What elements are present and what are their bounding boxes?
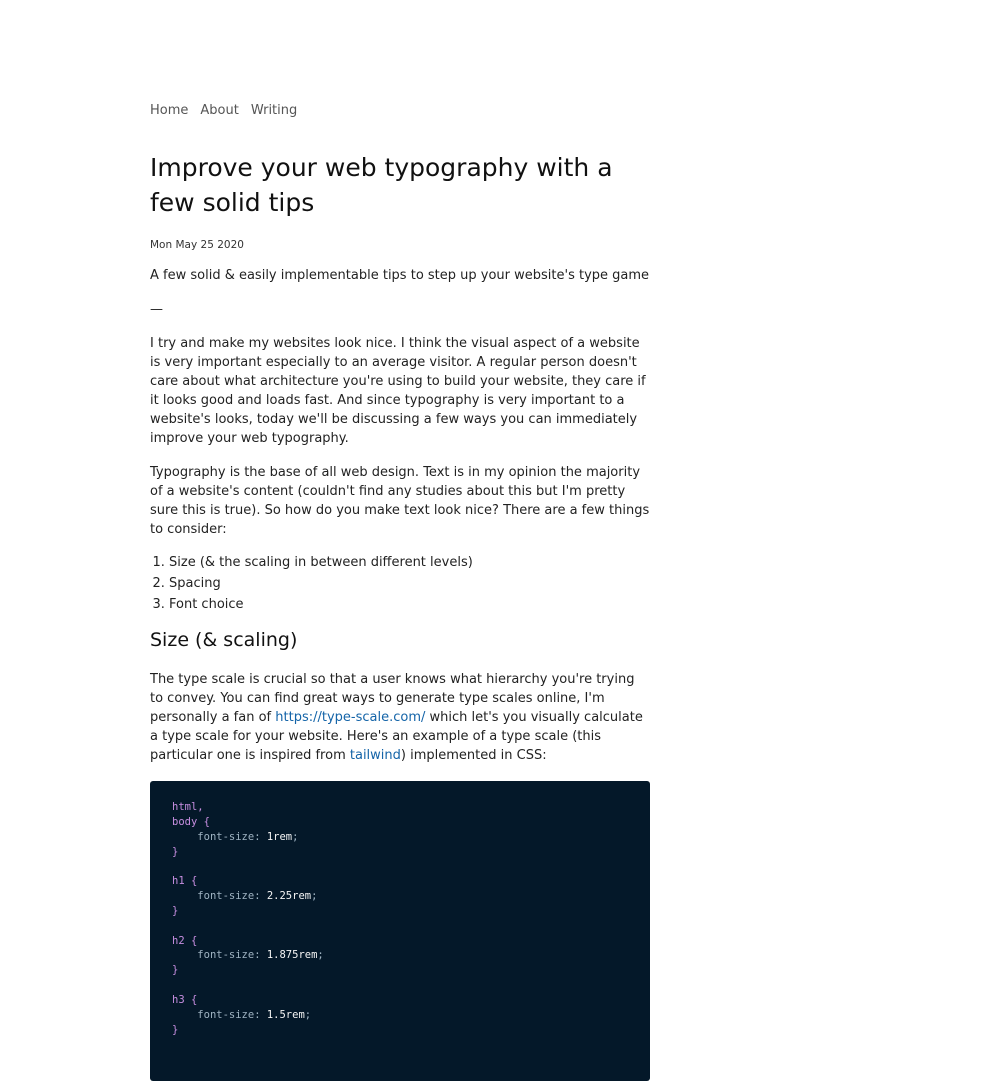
list-item: 2. Spacing bbox=[169, 573, 650, 594]
code-selector: h1 { bbox=[172, 875, 198, 888]
code-property: font-size: bbox=[197, 949, 267, 962]
code-line bbox=[172, 963, 628, 978]
code-line bbox=[172, 1023, 628, 1038]
code-selector: body { bbox=[172, 815, 210, 828]
paragraph-text: The type scale is crucial so that a user knows what hierarchy you're trying to convey. You can find great ways to generate type scales online, I'm personally a fan of bbox=[150, 672, 635, 725]
code-property: font-size: bbox=[197, 890, 267, 903]
list-item: 3. Font choice bbox=[169, 594, 650, 615]
code-line: font-size: 2.25rem; bbox=[197, 890, 318, 903]
code-value: 1.5rem bbox=[266, 1008, 305, 1021]
code-property: font-size: bbox=[197, 830, 267, 843]
section-heading: Size (& scaling) bbox=[150, 629, 298, 651]
paragraph-text: which let's you visually calculate a type scale for your website. Here's an example of a type scale (this particular one is inspired from bbox=[150, 710, 643, 763]
code-line bbox=[172, 845, 628, 860]
paragraph-intro: I try and make my websites look nice. I think the visual aspect of a website is very important especially to an average visitor. A regular person doesn't care about what architecture you're using to build your website, they care if it looks good and loads fast. And since typography is very important to a website's looks, today we'll be discussing a few ways you can immediately improve your web typography. bbox=[150, 336, 646, 446]
nav-link-about[interactable]: About bbox=[200, 103, 239, 118]
considerations-list bbox=[150, 552, 650, 615]
list-item: 1. Size (& the scaling in between different levels) bbox=[169, 552, 650, 573]
post-date: Mon May 25 2020 bbox=[150, 239, 244, 251]
nav-link-writing[interactable]: Writing bbox=[250, 103, 298, 118]
code-line bbox=[172, 874, 628, 889]
type-scale-link[interactable]: https://type-scale.com/ bbox=[275, 710, 426, 725]
separator: — bbox=[150, 302, 163, 317]
code-line bbox=[172, 993, 628, 1008]
code-line bbox=[172, 904, 628, 919]
post-title: Improve your web typography with a few solid tips bbox=[150, 153, 613, 217]
code-value: 1.875rem bbox=[266, 949, 318, 962]
post-lead: A few solid & easily implementable tips to step up your website's type game bbox=[150, 268, 650, 283]
code-value: 1rem bbox=[266, 830, 293, 843]
paragraph-typography: Typography is the base of all web design. Text is in my opinion the majority of a website's content (couldn't find any studies about this but I'm pretty sure this is true). So how do you make text look nice? There are a few things to consider: bbox=[150, 465, 650, 537]
paragraph-text: ) implemented in CSS: bbox=[400, 748, 547, 763]
code-line bbox=[172, 815, 628, 830]
tailwind-link[interactable]: tailwind bbox=[349, 748, 401, 763]
code-line bbox=[172, 934, 628, 949]
nav-link-home[interactable]: Home bbox=[150, 103, 189, 118]
code-line bbox=[172, 859, 628, 874]
code-line: font-size: 1.875rem; bbox=[197, 949, 324, 962]
code-block bbox=[150, 781, 650, 1081]
code-line bbox=[172, 919, 628, 934]
code-brace: } bbox=[172, 845, 179, 858]
code-selector: html, bbox=[172, 801, 204, 813]
code-property: font-size: bbox=[197, 1008, 267, 1021]
code-line bbox=[172, 978, 628, 993]
code-selector: h2 { bbox=[172, 934, 198, 947]
code-brace: } bbox=[172, 904, 179, 917]
code-value: 2.25rem bbox=[266, 890, 312, 903]
code-line bbox=[172, 800, 628, 815]
code-brace: } bbox=[172, 964, 179, 977]
code-line: font-size: 1.5rem; bbox=[197, 1008, 312, 1021]
code-selector: h3 { bbox=[172, 993, 198, 1006]
post-content bbox=[150, 266, 650, 1081]
site-nav bbox=[150, 103, 297, 118]
code-line: font-size: 1rem; bbox=[197, 830, 299, 843]
paragraph-type-scale bbox=[150, 670, 650, 765]
code-brace: } bbox=[172, 1023, 179, 1036]
